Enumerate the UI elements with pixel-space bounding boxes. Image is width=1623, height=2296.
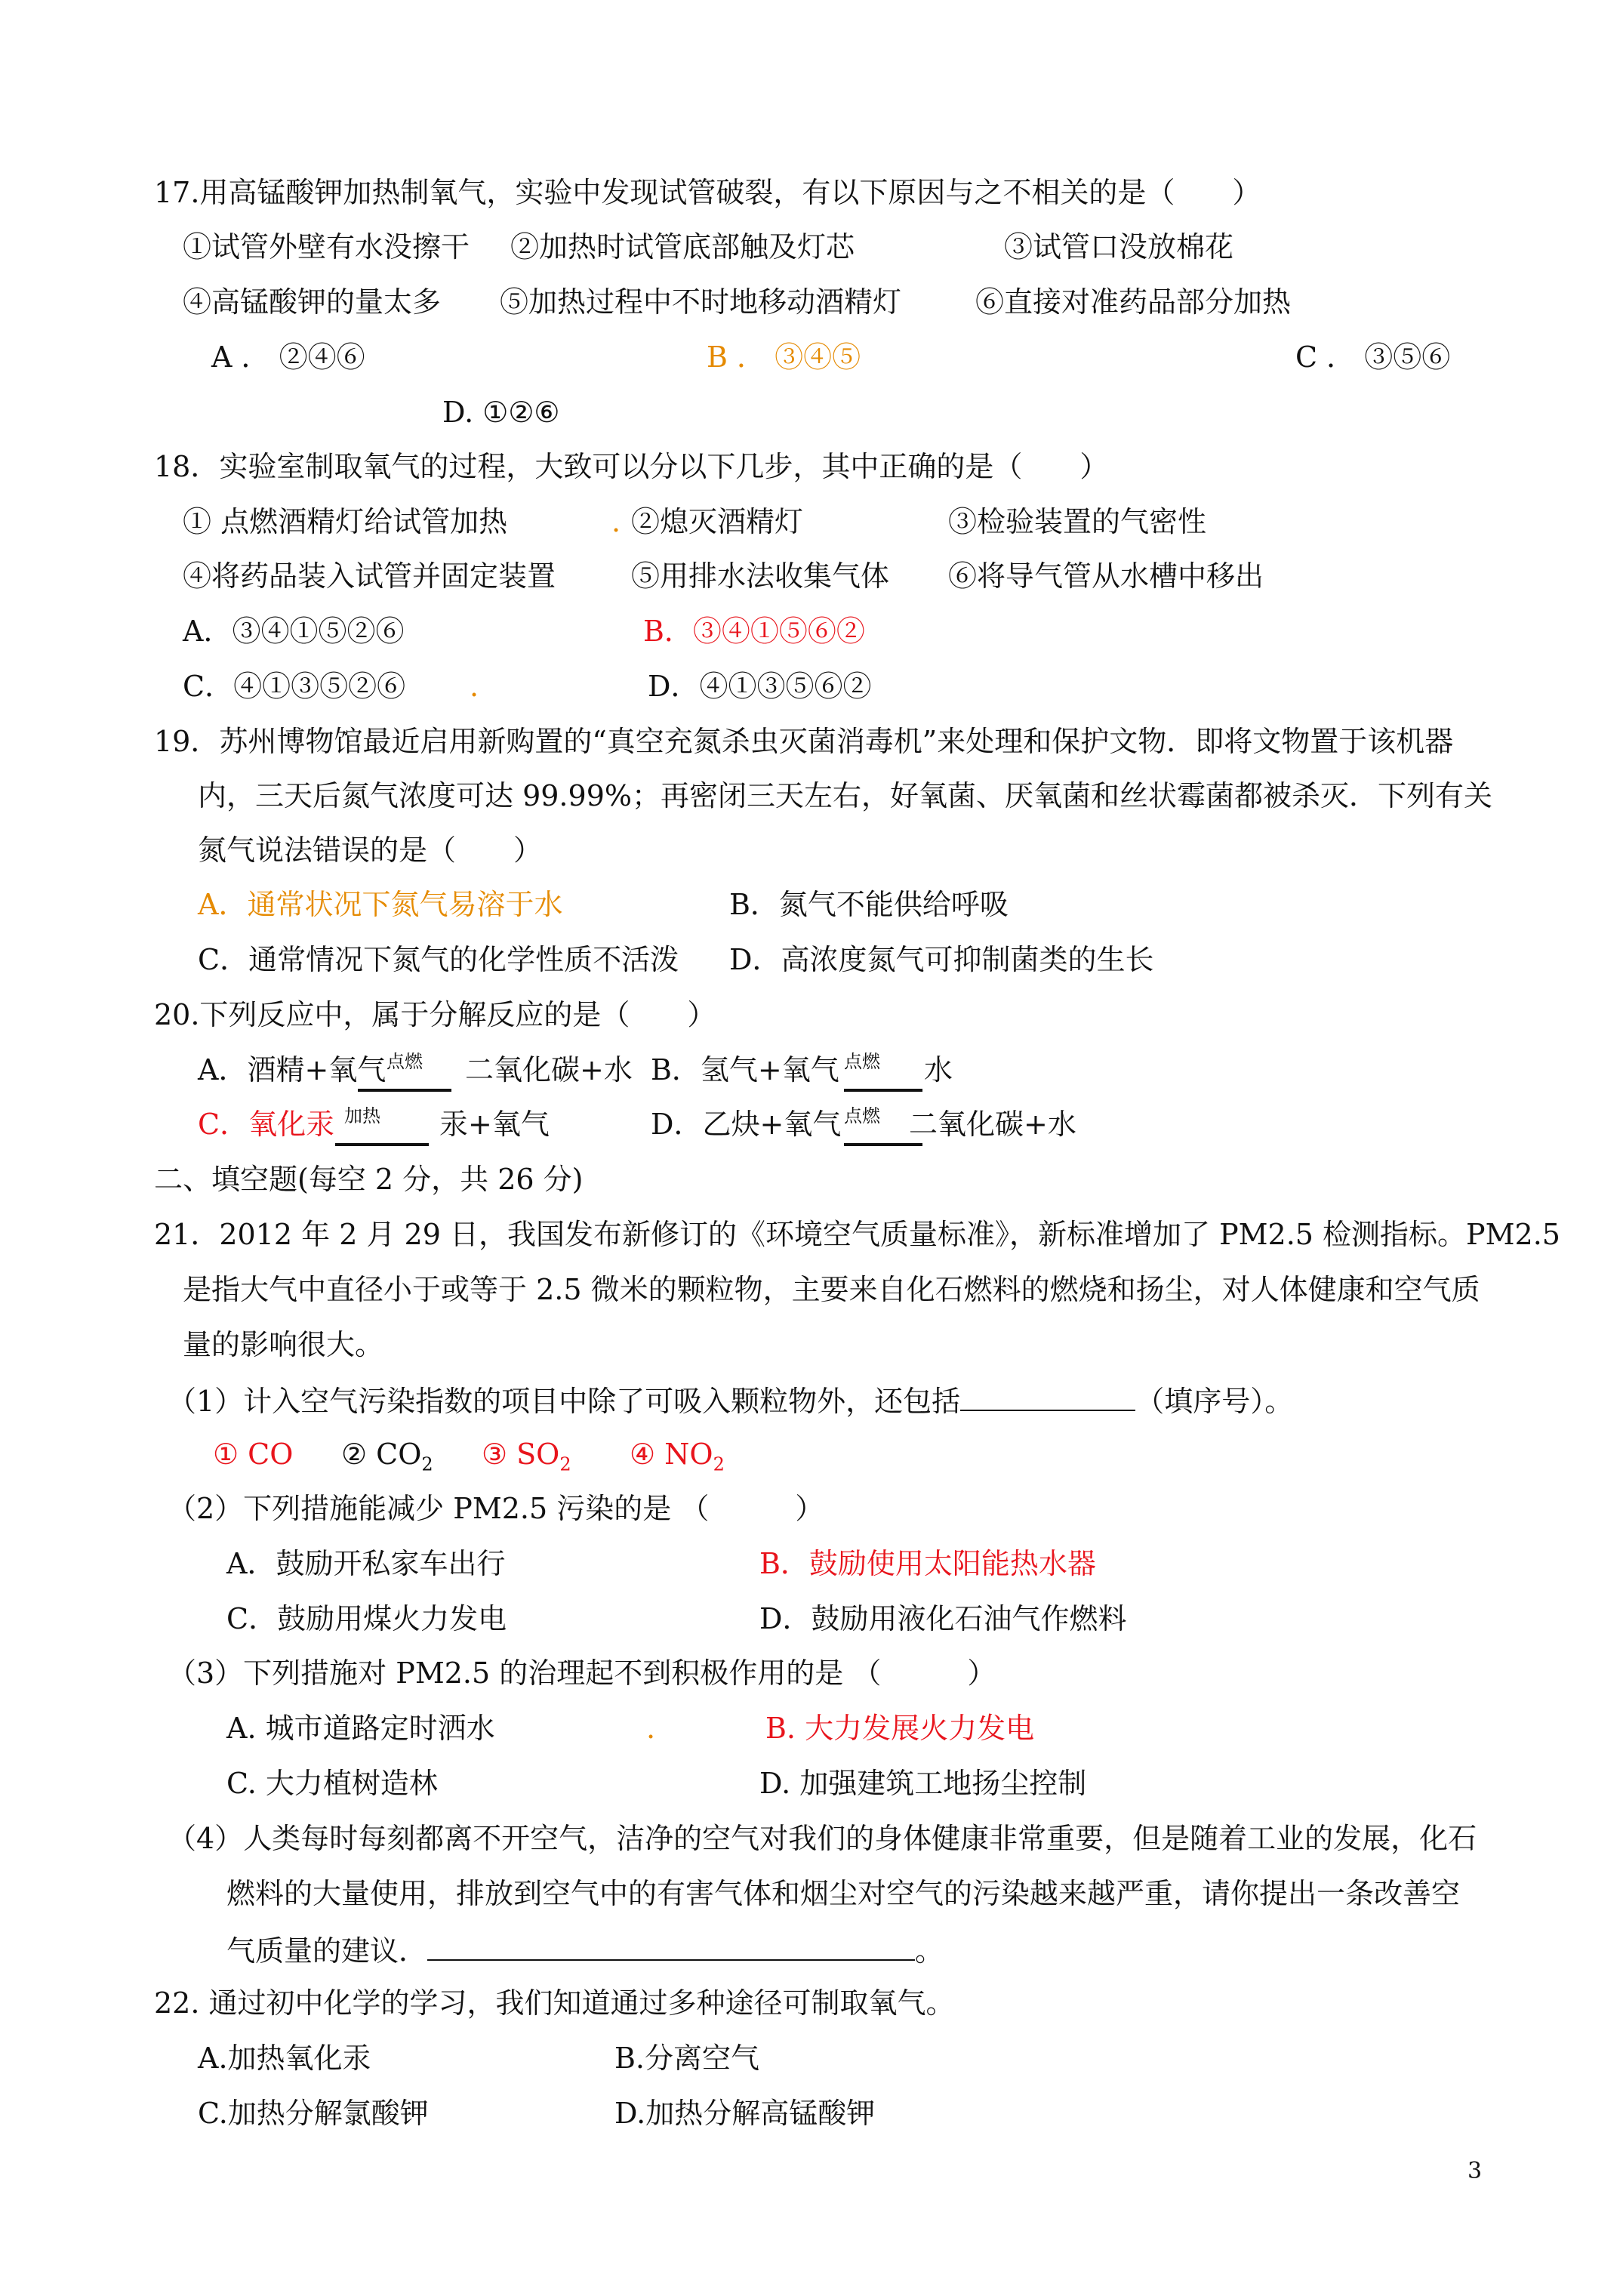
q18-step-4: ④将药品装入试管并固定装置 [183, 559, 556, 593]
q21-choice-3-text: ③ SO [482, 1438, 560, 1471]
q19-stem-line-2: 内，三天后氮气浓度可达 99.99%；再密闭三天左右，好氧菌、厌氧菌和丝状霉菌都被杀灭．下列有关 [198, 779, 1492, 812]
q18-stem: 18．实验室制取氧气的过程，大致可以分以下几步，其中正确的是（ ） [154, 450, 1109, 483]
q21-choice-3 [482, 1435, 571, 1484]
q19-option-c: C．通常情况下氮气的化学性质不活泼 [198, 943, 679, 976]
q19-option-d: D．高浓度氮气可抑制菌类的生长 [729, 943, 1154, 976]
q22-option-d: D.加热分解高锰酸钾 [614, 2097, 876, 2130]
q21-choice-1: ① CO [213, 1438, 294, 1471]
q19-option-a: A．通常状况下氮气易溶于水 [198, 888, 563, 921]
q21-part1-end: （填序号）。 [1135, 1385, 1294, 1418]
q21-choice-4 [630, 1435, 725, 1484]
q21-part4-end: 。 [915, 1934, 944, 1968]
q20-d-condition: 点燃 [844, 1105, 880, 1126]
q18-step-1: ① 点燃酒精灯给试管加热 [183, 505, 508, 538]
q21-part2-prompt: （2）下列措施能减少 PM2.5 污染的是 （ ） [168, 1492, 824, 1525]
q21-part3-option-a: A. 城市道路定时洒水 [226, 1712, 495, 1745]
q17-reason-2: ②加热时试管底部触及灯芯 [510, 230, 855, 264]
q21-stem-line-3: 量的影响很大。 [183, 1328, 384, 1361]
q18-step-2: ②熄灭酒精灯 [631, 505, 804, 538]
q17-reason-6: ⑥直接对准药品部分加热 [975, 285, 1292, 319]
q17-option-c: C ． ③⑤⑥ [1295, 341, 1451, 374]
q21-part3-option-d: D. 加强建筑工地扬尘控制 [759, 1767, 1087, 1800]
q19-option-b: B．氮气不能供给呼吸 [729, 888, 1009, 921]
q17-option-d: D. ①②⑥ [442, 396, 560, 429]
q21-part2-option-d: D．鼓励用液化石油气作燃料 [759, 1602, 1127, 1635]
q21-part1-text: （1）计入空气污染指数的项目中除了可吸入颗粒物外，还包括 [168, 1385, 961, 1418]
q22-option-a: A.加热氧化汞 [198, 2042, 371, 2075]
q20-b-reactants: B．氢气+氧气 [651, 1053, 839, 1086]
subscript: 2 [559, 1453, 571, 1475]
q17-stem: 17.用高锰酸钾加热制氧气，实验中发现试管破裂，有以下原因与之不相关的是（ ） [154, 176, 1261, 209]
q19-stem-line-3: 氮气说法错误的是（ ） [198, 834, 543, 867]
q18-step-5: ⑤用排水法收集气体 [631, 559, 890, 593]
q21-part4-line-3 [226, 1929, 944, 1971]
reaction-arrow [335, 1143, 429, 1146]
q18-step-6: ⑥将导气管从水槽中移出 [948, 559, 1264, 593]
q21-part1-prompt [168, 1379, 1293, 1421]
q20-c-products: 汞+氧气 [439, 1108, 550, 1141]
q20-b-condition: 点燃 [844, 1051, 880, 1072]
q19-stem-line-1: 19．苏州博物馆最近启用新购置的“真空充氮杀虫灭菌消毒机”来处理和保护文物．即将文物置于该机器 [154, 725, 1454, 758]
q17-reason-4: ④高锰酸钾的量太多 [183, 285, 442, 319]
q21-part3-prompt: （3）下列措施对 PM2.5 的治理起不到积极作用的是 （ ） [168, 1657, 996, 1690]
q20-b-products: 水 [924, 1053, 953, 1086]
q22-option-b: B.分离空气 [614, 2042, 760, 2075]
q21-part4-line-1: （4）人类每时每刻都离不开空气，洁净的空气对我们的身体健康非常重要，但是随着工业的发展，化石 [168, 1822, 1477, 1855]
q21-part2-option-c: C．鼓励用煤火力发电 [226, 1602, 507, 1635]
subscript: 2 [713, 1453, 725, 1475]
q18-option-a: A．③④①⑤②⑥ [183, 615, 405, 648]
q21-stem-line-1: 21．2012 年 2 月 29 日，我国发布新修订的《环境空气质量标准》，新标准增加了 PM2.5 检测指标。PM2.5 [154, 1218, 1560, 1251]
q21-part4-text: 气质量的建议． [226, 1934, 428, 1968]
q20-c-reactants: C．氧化汞 [198, 1108, 335, 1141]
q20-a-products: 二氧化碳+水 [465, 1053, 633, 1086]
q20-a-reactants: A．酒精+氧气 [198, 1053, 387, 1086]
stray-dot: . [611, 505, 621, 538]
q21-part2-option-b: B．鼓励使用太阳能热水器 [759, 1547, 1096, 1580]
q21-part4-line-2: 燃料的大量使用，排放到空气中的有害气体和烟尘对空气的污染越来越严重，请你提出一条改善空 [226, 1877, 1461, 1910]
q21-choice-4-text: ④ NO [630, 1438, 713, 1471]
reaction-arrow [844, 1089, 922, 1092]
q18-option-b: B．③④①⑤⑥② [643, 615, 865, 648]
subscript: 2 [421, 1453, 433, 1475]
q17-reason-1: ①试管外壁有水没擦干 [183, 230, 470, 264]
stray-dot: . [646, 1712, 656, 1745]
q21-part2-option-a: A．鼓励开私家车出行 [226, 1547, 506, 1580]
answer-blank[interactable] [960, 1379, 1135, 1411]
q18-step-3: ③检验装置的气密性 [948, 505, 1207, 538]
q22-option-c: C.加热分解氯酸钾 [198, 2097, 429, 2130]
q17-reason-5: ⑤加热过程中不时地移动酒精灯 [500, 285, 902, 319]
q20-stem: 20.下列反应中，属于分解反应的是（ ） [154, 998, 716, 1031]
q21-choice-2-text: ② CO [341, 1438, 422, 1471]
reaction-arrow [358, 1089, 451, 1092]
q18-option-c: C．④①③⑤②⑥ [183, 670, 406, 703]
q21-part3-option-c: C. 大力植树造林 [226, 1767, 438, 1800]
q20-d-products: 二氧化碳+水 [909, 1108, 1076, 1141]
q17-option-a: A ． ②④⑥ [211, 341, 365, 374]
answer-blank[interactable] [427, 1929, 915, 1961]
q17-option-b: B ． ③④⑤ [707, 341, 861, 374]
page-number: 3 [1467, 2158, 1483, 2184]
q21-stem-line-2: 是指大气中直径小于或等于 2.5 微米的颗粒物，主要来自化石燃料的燃烧和扬尘，对人体健康和空气质 [183, 1273, 1480, 1306]
q18-option-d: D．④①③⑤⑥② [648, 670, 872, 703]
q21-part3-option-b: B. 大力发展火力发电 [765, 1712, 1035, 1745]
q20-d-reactants: D．乙炔+氧气 [651, 1108, 842, 1141]
q22-stem: 22. 通过初中化学的学习，我们知道通过多种途径可制取氧气。 [154, 1986, 955, 2020]
section-heading: 二、填空题(每空 2 分，共 26 分) [154, 1163, 584, 1196]
q17-reason-3: ③试管口没放棉花 [1004, 230, 1234, 264]
q21-choice-2 [341, 1435, 433, 1484]
stray-dot: . [470, 670, 479, 703]
q20-a-condition: 点燃 [387, 1051, 423, 1072]
q20-c-condition: 加热 [344, 1105, 380, 1126]
